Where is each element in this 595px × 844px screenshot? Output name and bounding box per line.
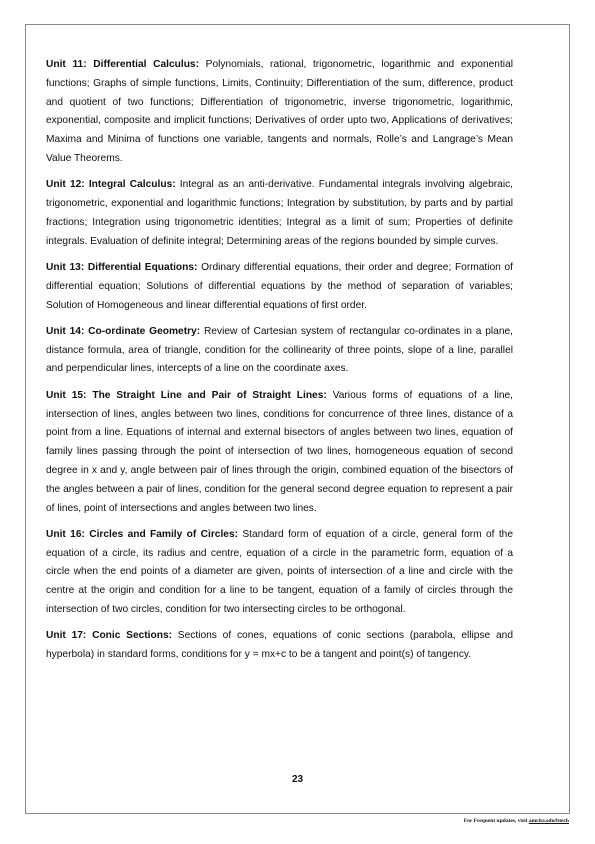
unit-body: Sections of cones, equations of conic sections (parabola, ellipse and hyperbola) in standard forms, conditions for y = mx+c to be a tangent and point(s) of tangency. xyxy=(46,630,514,661)
unit-14-paragraph xyxy=(46,323,513,379)
footer-note xyxy=(464,818,569,824)
page-number: 23 xyxy=(291,774,304,785)
unit-title: Unit 11: Differential Calculus: xyxy=(46,59,199,70)
unit-title: Unit 15: The Straight Line and Pair of Straight Lines: xyxy=(46,389,327,401)
unit-title: Unit 17: Conic Sections: xyxy=(46,630,173,642)
unit-body: Integral as an anti-derivative. Fundamental integrals involving algebraic, trigonometric, exponential and logarithmic functions; Integration by substitution, by parts and by partial fractions; Integration using trigonometric identities; Integral as a limit of sum; Properties of definite integrals. Evaluation of definite integral; Determining areas of the regions bounded by simple curves. xyxy=(46,179,514,247)
footer-link[interactable]: amrita.edu/btech xyxy=(528,818,569,824)
unit-15-paragraph xyxy=(46,387,513,519)
unit-11-paragraph xyxy=(46,56,513,169)
unit-17-paragraph xyxy=(46,627,513,665)
unit-body: Standard form of equation of a circle, general form of the equation of a circle, its radius and centre, equation of a circle in the parametric form, equation of a circle when the end points of a diameter are given, points of intersection of a line and circle with the centre at the origin and condition for a line to be tangent, equation of a family of circles through the intersection of two circles, condition for two intersecting circles to be orthogonal. xyxy=(46,528,513,616)
unit-body: Polynomials, rational, trigonometric, logarithmic and exponential functions; Graphs of simple functions, Limits, Continuity; Differentiation of the sum, difference, product and quotient of two functions; Differentiation of trigonometric, inverse trigonometric, logarithmic, exponential, composite and implicit functions; Derivatives of order upto two, Applications of derivatives; Maxima and Minima of functions one variable, tangents and normals, Rolle’s and Langrage’s Mean Value Theorems. xyxy=(46,59,513,164)
unit-title: Unit 12: Integral Calculus: xyxy=(46,179,176,191)
unit-title: Unit 14: Co-ordinate Geometry: xyxy=(46,325,201,337)
unit-body: Various forms of equations of a line, intersection of lines, angles between two lines, conditions for concurrence of three lines, distance of a point from a line. Equations of internal and external bisectors of angles between two lines, equation of family lines passing through the point of intersection of two lines, homogeneous equation of second degree in x and y, angle between pair of lines through the origin, combined equation of the bisectors of the angles between a pair of lines, condition for the general second degree equation to represent a pair of lines, point of intersections and angles between two lines. xyxy=(46,389,513,514)
unit-body: Review of Cartesian system of rectangular co-ordinates in a plane, distance formula, area of triangle, condition for the collinearity of three points, slope of a line, parallel and perpendicular lines, intercepts of a line on the coordinate axes. xyxy=(46,325,513,375)
footer-prefix: For Frequent updates, visit xyxy=(463,818,529,824)
unit-title: Unit 16: Circles and Family of Circles: xyxy=(46,528,239,540)
unit-16-paragraph xyxy=(46,526,513,620)
unit-13-paragraph xyxy=(46,259,513,315)
unit-title: Unit 13: Differential Equations: xyxy=(46,261,198,273)
unit-12-paragraph xyxy=(46,176,513,251)
syllabus-content xyxy=(46,56,513,672)
unit-body: Ordinary differential equations, their order and degree; Formation of differential equation; Solutions of differential equations by the method of separation of variables; Solution of Homogeneous and linear differential equations of first order. xyxy=(46,261,513,311)
